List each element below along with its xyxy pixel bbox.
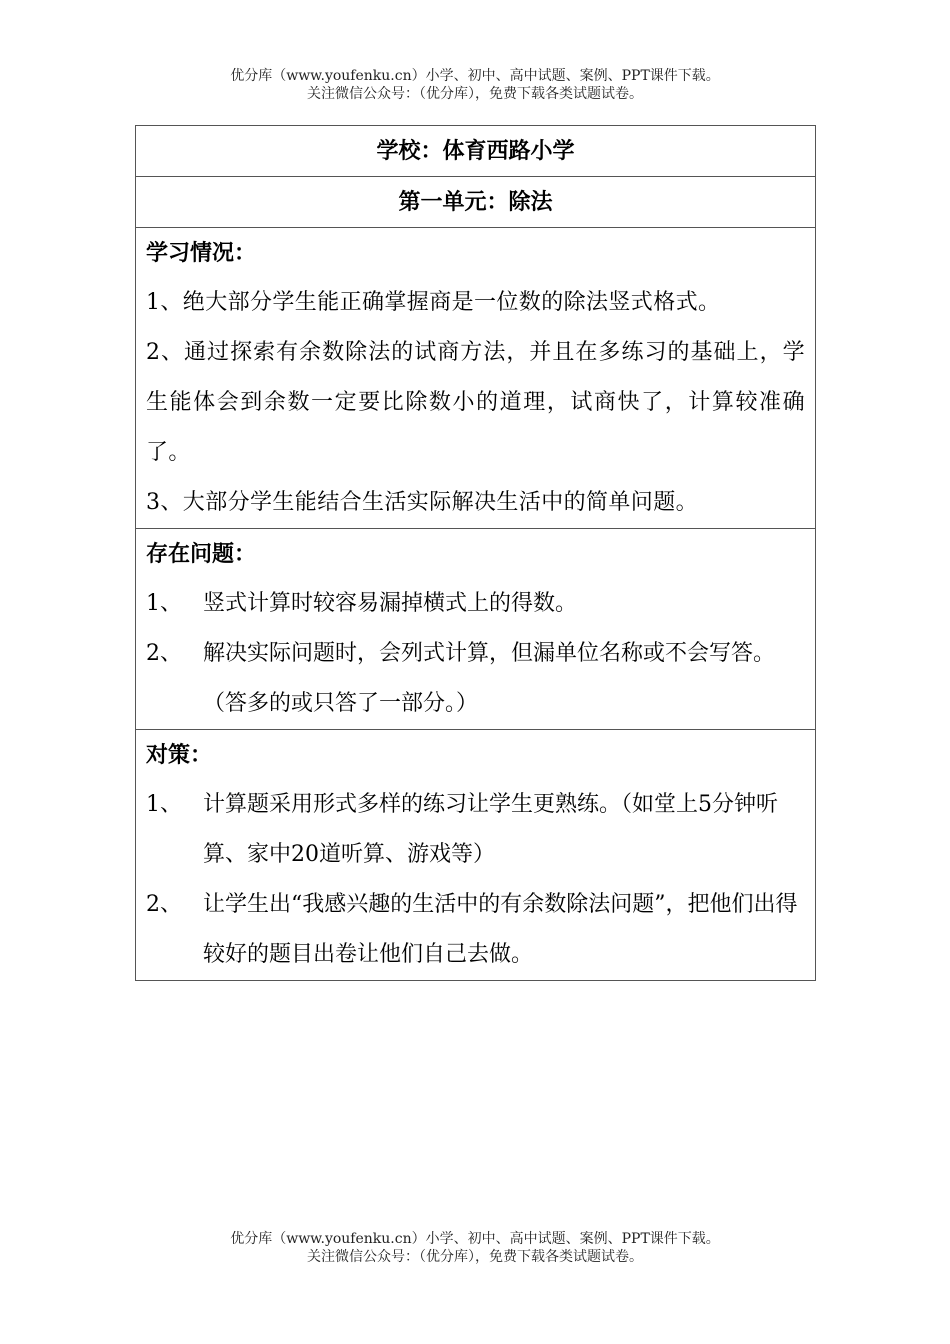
page-header <box>0 67 950 103</box>
study-item-2: 2、通过探索有余数除法的试商方法，并且在多练习的基础上，学生能体会到余数一定要比除数小的道理，试商快了，计算较准确了。 <box>146 340 805 465</box>
measure-text-2: 让学生出“我感兴趣的生活中的有余数除法问题”，把他们出得较好的题目出卷让他们自己去做。 <box>203 892 798 967</box>
problem-text-2: 解决实际问题时，会列式计算，但漏单位名称或不会写答。（答多的或只答了一部分。） <box>203 641 776 716</box>
problem-item-2 <box>146 629 805 729</box>
school-title: 学校：体育西路小学 <box>136 126 816 177</box>
measure-number-1: 1、 <box>146 792 182 817</box>
problems-heading: 存在问题： <box>146 541 257 567</box>
unit-row <box>136 177 816 228</box>
study-heading: 学习情况： <box>146 240 257 266</box>
school-row <box>136 126 816 177</box>
measure-text-1: 计算题采用形式多样的练习让学生更熟练。（如堂上5分钟听算、家中20道听算、游戏等） <box>203 792 778 867</box>
measure-item-1 <box>146 780 805 880</box>
study-item-3: 3、大部分学生能结合生活实际解决生活中的简单问题。 <box>146 490 698 515</box>
footer-line-1: 优分库（www.youfenku.cn）小学、初中、高中试题、案例、PPT课件下载。 <box>230 1231 720 1247</box>
footer-line-2: 关注微信公众号：（优分库），免费下载各类试题试卷。 <box>307 1249 643 1265</box>
header-line-1: 优分库（www.youfenku.cn）小学、初中、高中试题、案例、PPT课件下载。 <box>230 68 720 84</box>
measures-section <box>136 730 816 981</box>
problem-item-1 <box>146 579 805 629</box>
measure-item-2 <box>146 880 805 980</box>
unit-title: 第一单元：除法 <box>136 177 816 228</box>
measure-number-2: 2、 <box>146 892 182 917</box>
problem-text-1: 竖式计算时较容易漏掉横式上的得数。 <box>203 591 578 616</box>
problem-number-2: 2、 <box>146 641 182 666</box>
page-footer <box>0 1230 950 1266</box>
study-item-1: 1、绝大部分学生能正确掌握商是一位数的除法竖式格式。 <box>146 290 721 315</box>
problem-number-1: 1、 <box>146 591 182 616</box>
measures-heading: 对策： <box>146 742 213 768</box>
summary-table <box>135 125 816 981</box>
header-line-2: 关注微信公众号：（优分库），免费下载各类试题试卷。 <box>307 86 643 102</box>
study-section <box>136 228 816 529</box>
problems-section <box>136 529 816 730</box>
